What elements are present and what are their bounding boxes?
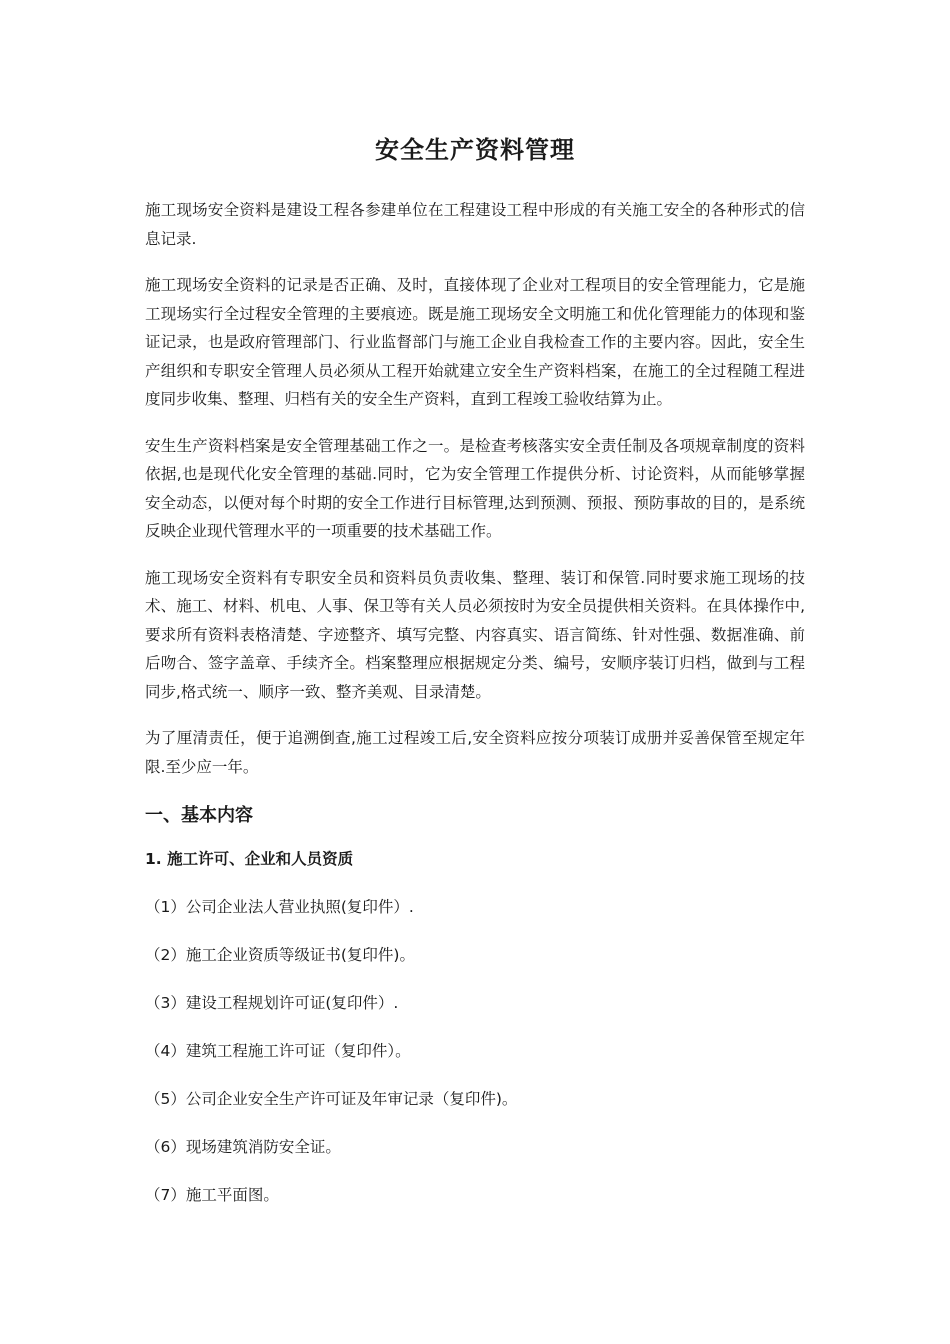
list-item: （2）施工企业资质等级证书(复印件)。 <box>145 946 415 964</box>
paragraph: 施工现场安全资料的记录是否正确、及时，直接体现了企业对工程项目的安全管理能力，它是施工现场实行全过程安全管理的主要痕迹。既是施工现场安全文明施工和优化管理能力的体现和鉴证记录，也是政府管理部门、行业监督部门与施工企业自我检查工作的主要内容。因此，安全生产组织和专职安全管理人员必须从工程开始就建立安全生产资料档案，在施工的全过程随工程进度同步收集、整理、归档有关的安全生产资料，直到工程竣工验收结算为止。 <box>145 276 805 408</box>
paragraph: 安生生产资料档案是安全管理基础工作之一。是检查考核落实安全责任制及各项规章制度的资料依据,也是现代化安全管理的基础.同时，它为安全管理工作提供分析、讨论资料，从而能够掌握安全动态，以便对每个时期的安全工作进行目标管理,达到预测、预报、预防事故的目的，是系统反映企业现代管理水平的一项重要的技术基础工作。 <box>145 436 805 540</box>
requirements-list <box>145 893 805 1209</box>
list-item: （6）现场建筑消防安全证。 <box>145 1138 341 1156</box>
paragraph: 施工现场安全资料有专职安全员和资料员负责收集、整理、装订和保管.同时要求施工现场的技术、施工、材料、机电、人事、保卫等有关人员必须按时为安全员提供相关资料。在具体操作中,要求所有资料表格清楚、字迹整齐、填写完整、内容真实、语言简练、针对性强、数据准确、前后吻合、签字盖章、手续齐全。档案整理应根据规定分类、编号，安顺序装订归档，做到与工程同步,格式统一、顺序一致、整齐美观、目录清楚。 <box>145 568 805 701</box>
paragraph: 为了厘清责任，便于追溯倒查,施工过程竣工后,安全资料应按分项装订成册并妥善保管至规定年限.至少应一年。 <box>145 729 805 776</box>
list-item: （7）施工平面图。 <box>145 1186 279 1204</box>
list-item: （4）建筑工程施工许可证（复印件）。 <box>145 1042 411 1060</box>
sub-heading: 1. 施工许可、企业和人员资质 <box>145 850 354 868</box>
paragraph: 施工现场安全资料是建设工程各参建单位在工程建设工程中形成的有关施工安全的各种形式的信息记录. <box>145 201 805 248</box>
list-item: （5）公司企业安全生产许可证及年审记录（复印件)。 <box>145 1090 518 1108</box>
list-item: （3）建设工程规划许可证(复印件）. <box>145 994 399 1012</box>
document-title: 安全生产资料管理 <box>375 136 575 164</box>
section-heading: 一、基本内容 <box>145 805 253 826</box>
list-item: （1）公司企业法人营业执照(复印件）. <box>145 898 414 916</box>
